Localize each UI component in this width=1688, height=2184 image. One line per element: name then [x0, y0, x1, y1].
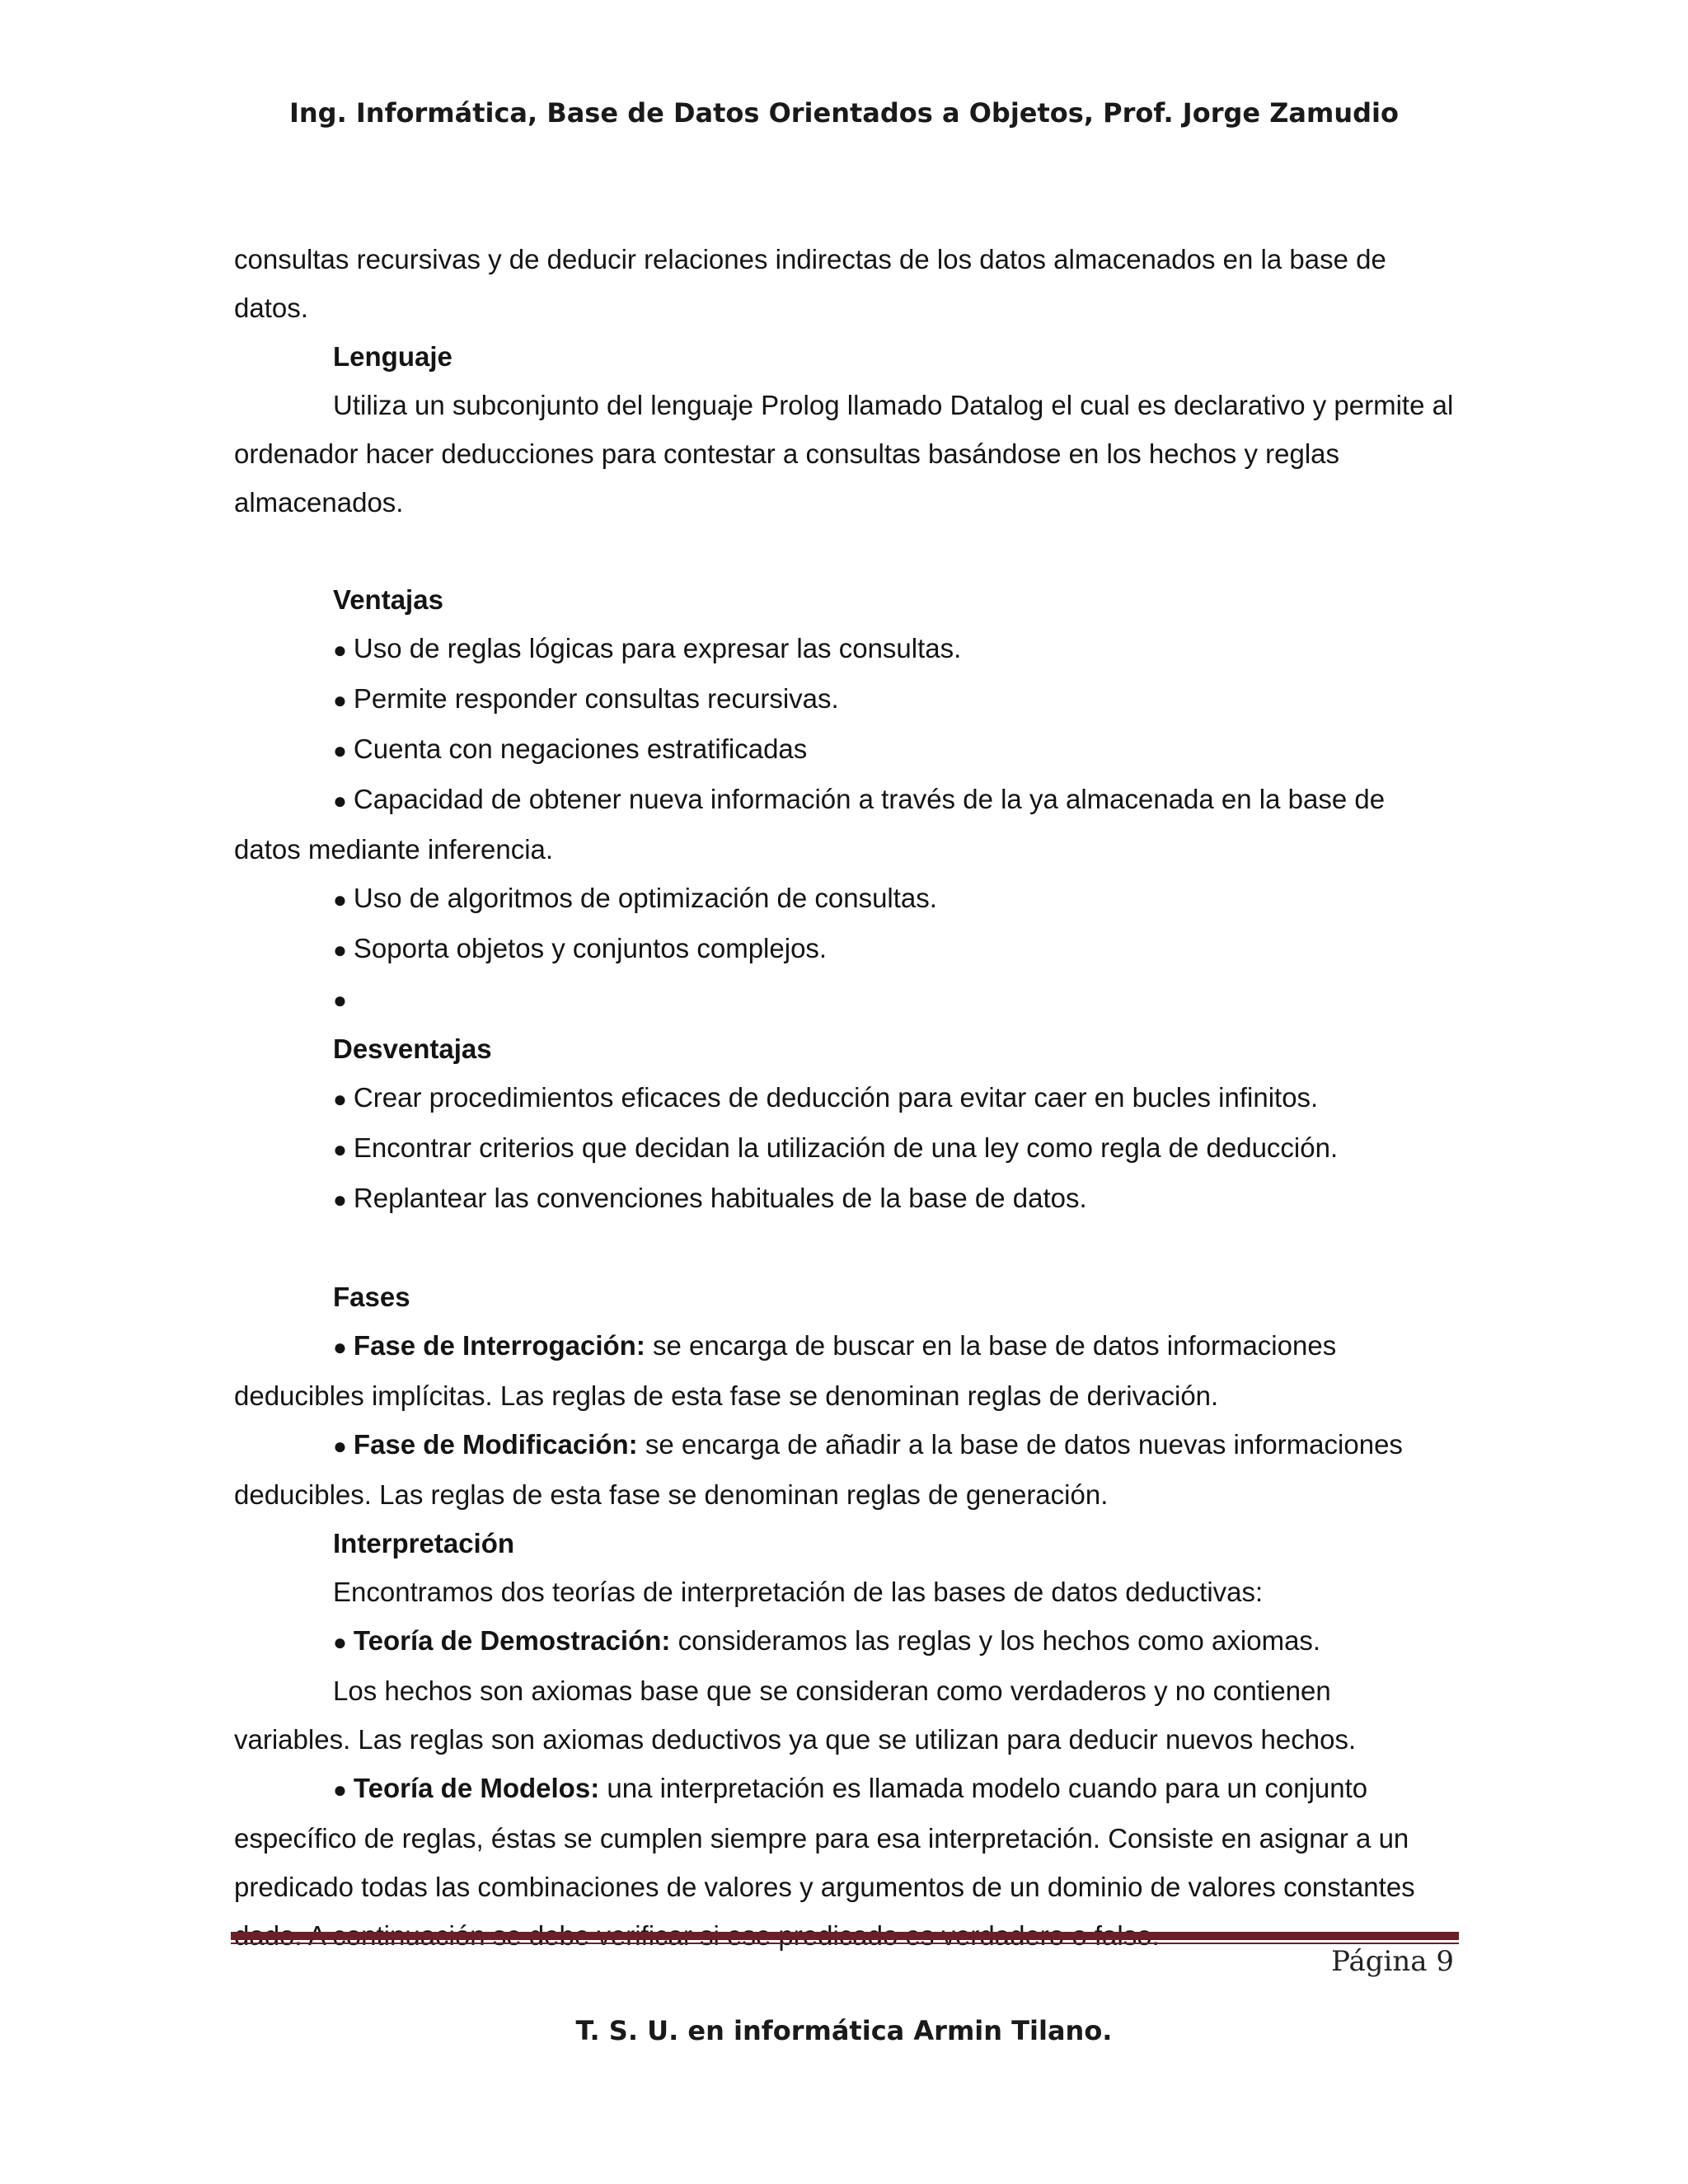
bullet-icon: ●	[333, 1433, 347, 1459]
footer-rule	[231, 1932, 1459, 1944]
bullet-icon: ●	[333, 1334, 347, 1360]
bullet-icon: ●	[333, 1187, 347, 1212]
page-footer: T. S. U. en informática Armin Tilano.	[575, 2015, 1113, 2046]
list-item: ● Fase de Modificación: se encarga de añadir a la base de datos nuevas informaciones deducibles. Las reglas de esta fase se denominan reglas de generación.	[234, 1429, 1403, 1510]
list-item: ● Fase de Interrogación: se encarga de buscar en la base de datos informaciones deducibles implícitas. Las reglas de esta fase se denominan reglas de derivación.	[234, 1330, 1337, 1411]
lenguaje-paragraph: Utiliza un subconjunto del lenguaje Prolog llamado Datalog el cual es declarativo y permite al ordenador hacer deducciones para contestar a consultas basándose en los hechos y reglas almacenados.	[234, 390, 1454, 518]
bullet-icon: ●	[333, 887, 347, 912]
interpretacion-intro: Encontramos dos teorías de interpretación de las bases de datos deductivas:	[333, 1577, 1264, 1607]
bullet-icon: ●	[333, 1137, 347, 1162]
demostracion-detail: Los hechos son axiomas base que se consideran como verdaderos y no contienen variables. Las reglas son axiomas deductivos ya que se utilizan para deducir nuevos hechos.	[234, 1675, 1357, 1755]
section-heading-desventajas: Desventajas	[333, 1033, 492, 1064]
list-item: ● Uso de algoritmos de optimización de consultas.	[333, 883, 937, 913]
bullet-icon: ●	[333, 1086, 347, 1112]
list-item: ● Uso de reglas lógicas para expresar las consultas.	[333, 633, 962, 663]
section-heading-fases: Fases	[333, 1282, 410, 1312]
list-item: ● Encontrar criterios que decidan la utilización de una ley como regla de deducción.	[333, 1132, 1339, 1163]
section-heading-interpretacion: Interpretación	[333, 1528, 515, 1558]
list-item-empty	[234, 974, 1454, 1024]
document-body	[234, 235, 1454, 1960]
list-item: ● Teoría de Demostración: consideramos las reglas y los hechos como axiomas.	[333, 1625, 1321, 1656]
list-item: ● Cuenta con negaciones estratificadas	[333, 733, 808, 764]
bullet-icon: ●	[333, 788, 347, 813]
bullet-icon: ●	[333, 687, 347, 713]
bullet-icon: ●	[333, 937, 347, 963]
section-heading-lenguaje: Lenguaje	[333, 341, 452, 372]
list-item: ● Soporta objetos y conjuntos complejos.	[333, 933, 828, 963]
page-header: Ing. Informática, Base de Datos Orientados a Objetos, Prof. Jorge Zamudio	[288, 97, 1399, 129]
bullet-icon: ●	[333, 1629, 347, 1655]
section-heading-ventajas: Ventajas	[333, 584, 443, 615]
bullet-icon: ●	[333, 738, 347, 763]
list-item: ● Crear procedimientos eficaces de deducción para evitar caer en bucles infinitos.	[333, 1082, 1319, 1113]
bullet-icon: ●	[333, 637, 347, 663]
bullet-icon: ●	[333, 987, 347, 1013]
intro-paragraph: consultas recursivas y de deducir relaciones indirectas de los datos almacenados en la base de datos.	[234, 244, 1386, 323]
list-item: ● Teoría de Modelos: una interpretación es llamada modelo cuando para un conjunto específico de reglas, éstas se cumplen siempre para esa interpretación. Consiste en asignar a un predicado todas las combinaciones de valores y argumentos de un dominio de valores constantes	[234, 1773, 1415, 1902]
list-item: ● Capacidad de obtener nueva información a través de la ya almacenada en la base de datos mediante inferencia.	[234, 784, 1386, 865]
list-item: ● Permite responder consultas recursivas.	[333, 683, 839, 714]
bullet-icon: ●	[333, 1777, 347, 1802]
page-number: Página 9	[1331, 1945, 1454, 1978]
list-item: ● Replantear las convenciones habituales de la base de datos.	[333, 1183, 1087, 1213]
